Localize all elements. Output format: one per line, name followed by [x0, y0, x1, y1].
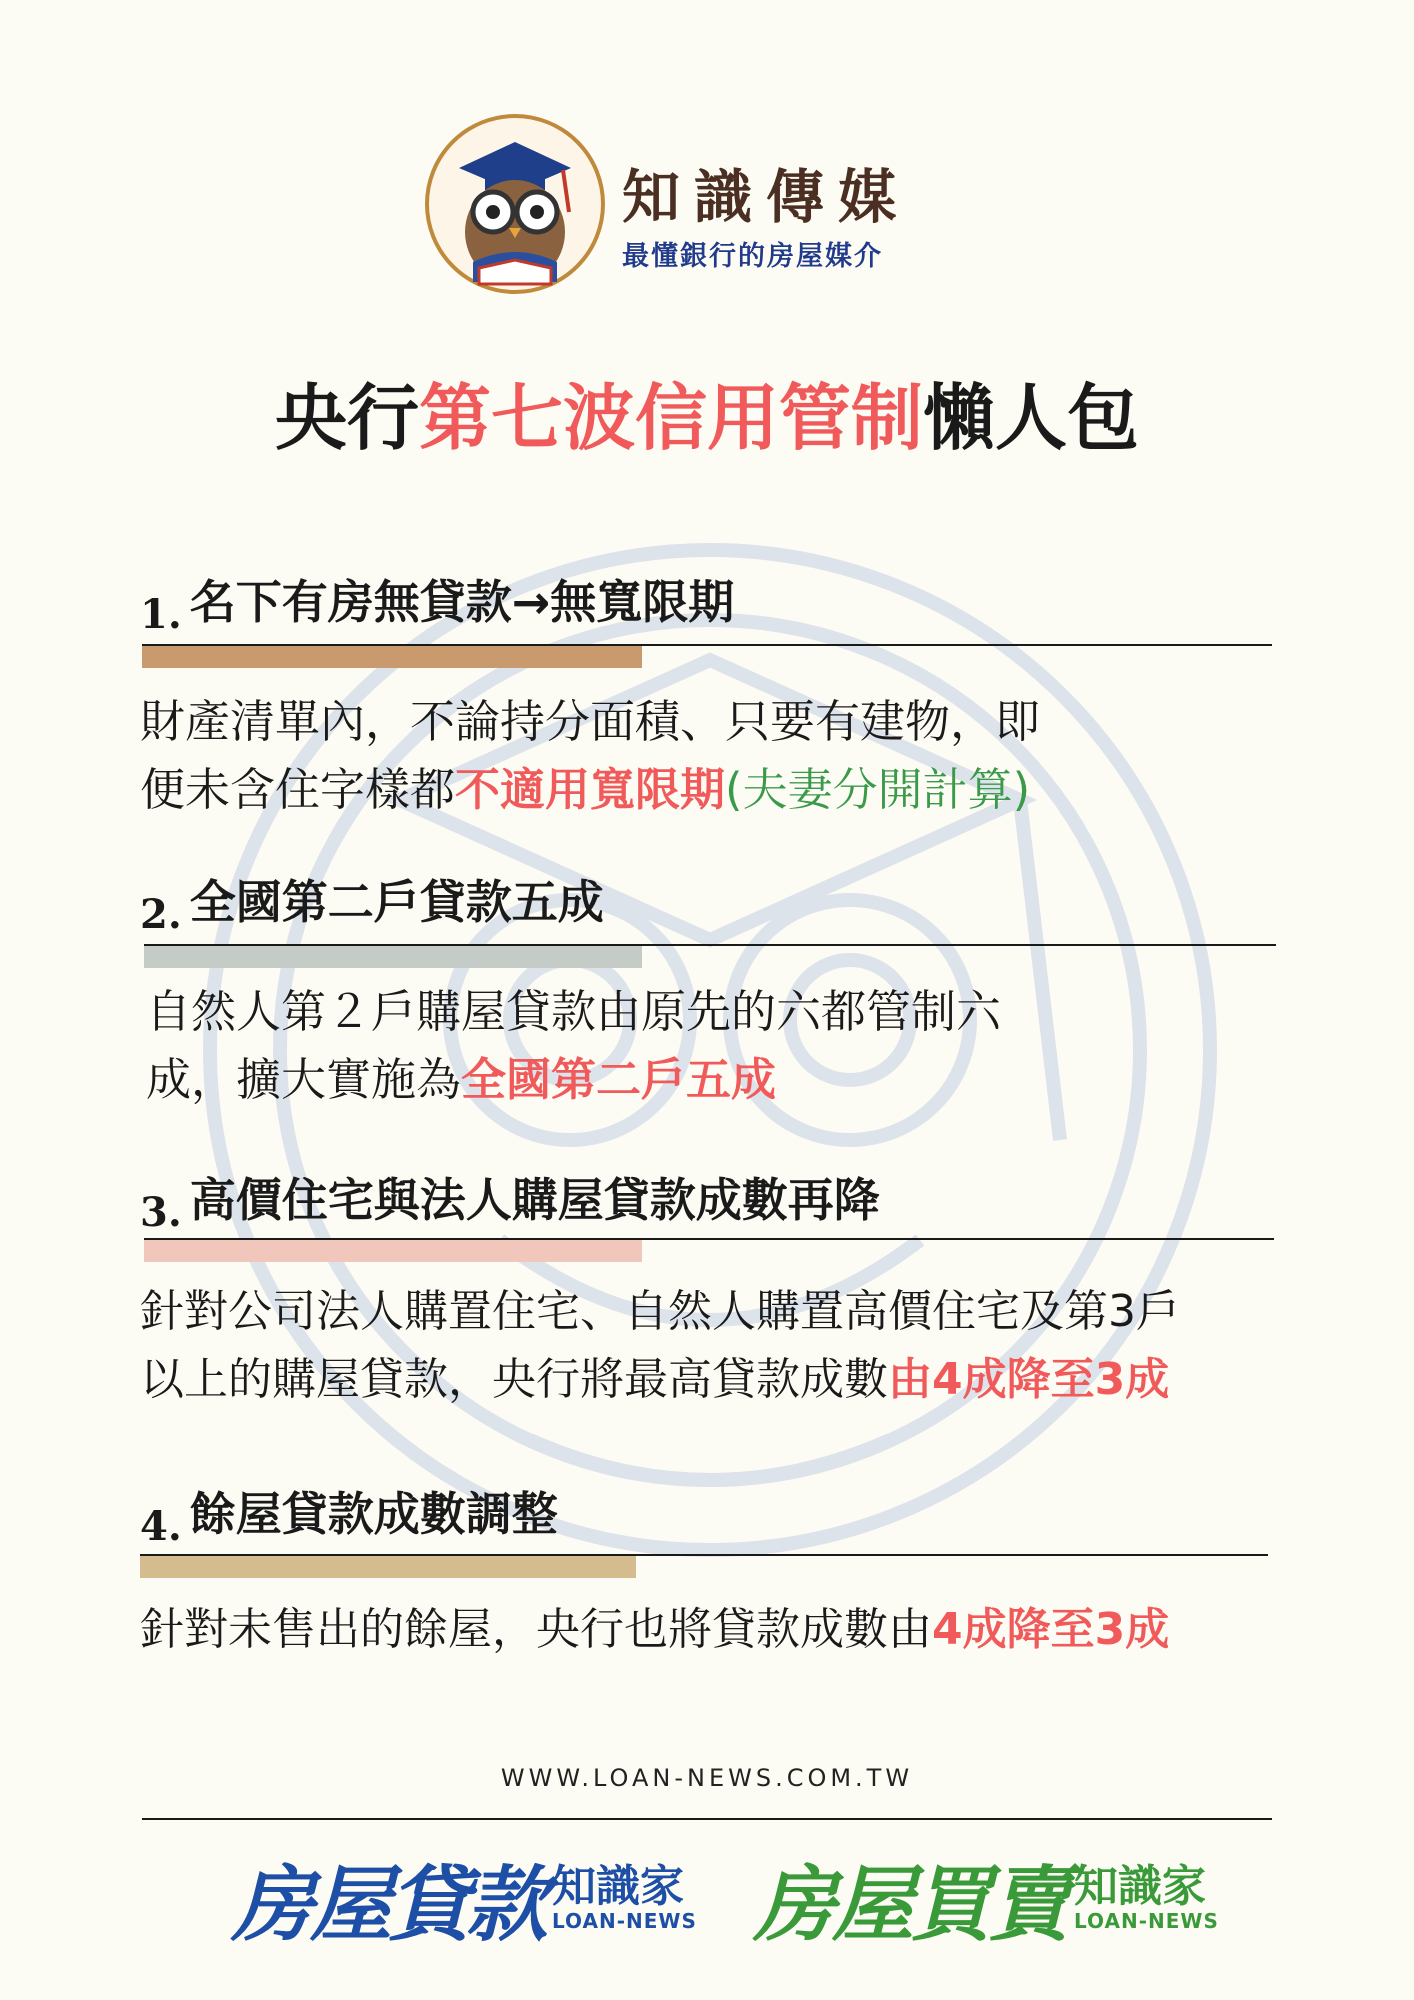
section-2-heading [140, 866, 604, 938]
section-title: 高價住宅與法人購屋貸款成數再降 [189, 1173, 880, 1227]
logo-small-text: 知識家 [552, 1861, 684, 1912]
section-4-body [140, 1596, 1169, 1664]
section-title: 名下有房無貸款→無寬限期 [189, 575, 735, 629]
body-line: 自然人第２戶購屋貸款由原先的六都管制六 [146, 985, 1002, 1038]
body-line: 財產清單內，不論持分面積、只要有建物，即 [140, 695, 1041, 748]
body-line [140, 756, 1040, 824]
section-number: 3. [140, 1189, 182, 1236]
note-text: (夫妻分開計算) [725, 763, 1031, 816]
section-title: 全國第二戶貸款五成 [189, 875, 604, 929]
owl-logo-icon [423, 112, 607, 296]
logo-main-text: 房屋貸款 [232, 1857, 544, 1953]
logo-english-text: LOAN-NEWS [552, 1909, 697, 1933]
body-text: 針對未售出的餘屋，央行也將貸款成數由 [140, 1604, 932, 1655]
section-number: 4. [140, 1503, 182, 1550]
house-trade-logo[interactable] [754, 1848, 1219, 1953]
section-title: 餘屋貸款成數調整 [189, 1487, 558, 1541]
body-line [140, 1596, 1169, 1664]
highlight-text: 由4成降至3成 [888, 1354, 1170, 1405]
body-text: 以上的購屋貸款，央行將最高貸款成數 [140, 1354, 888, 1405]
section-accent-bar [140, 1556, 636, 1578]
section-1-body [140, 688, 1040, 824]
logo-side [552, 1861, 697, 1933]
section-3-body [140, 1278, 1180, 1414]
body-text: 成，擴大實施為 [146, 1053, 462, 1106]
body-line [140, 1346, 1180, 1414]
brand-name: 知識傳媒 [622, 163, 911, 231]
page-title [0, 360, 1414, 464]
section-number: 1. [140, 591, 182, 638]
logo-english-text: LOAN-NEWS [1074, 1909, 1219, 1933]
loan-news-logo[interactable] [232, 1848, 697, 1953]
logo-side [1074, 1861, 1219, 1933]
brand-tagline: 最懂銀行的房屋媒介 [622, 241, 883, 272]
highlight-text: 4成降至3成 [932, 1604, 1170, 1655]
highlight-text: 不適用寬限期 [455, 763, 726, 816]
body-text: 便未含住字樣都 [140, 763, 456, 816]
website-link[interactable]: WWW.LOAN-NEWS.COM.TW [500, 1764, 914, 1792]
title-prefix: 央行 [274, 376, 419, 460]
title-highlight: 第七波信用管制 [418, 376, 923, 460]
section-accent-bar [144, 946, 642, 968]
logo-main-text: 房屋買賣 [754, 1857, 1066, 1953]
section-number: 2. [140, 891, 182, 938]
footer-divider [142, 1818, 1272, 1820]
section-4-heading [140, 1478, 558, 1550]
section-accent-bar [142, 646, 642, 668]
highlight-text: 全國第二戶五成 [461, 1053, 777, 1106]
body-line: 針對公司法人購置住宅、自然人購置高價住宅及第3戶 [140, 1286, 1180, 1337]
title-suffix: 懶人包 [923, 376, 1140, 460]
logo-small-text: 知識家 [1074, 1861, 1206, 1912]
section-accent-bar [144, 1240, 642, 1262]
section-1-heading [140, 566, 734, 638]
section-3-heading [140, 1164, 880, 1236]
body-line [146, 1046, 1001, 1114]
section-2-body [146, 978, 1001, 1114]
